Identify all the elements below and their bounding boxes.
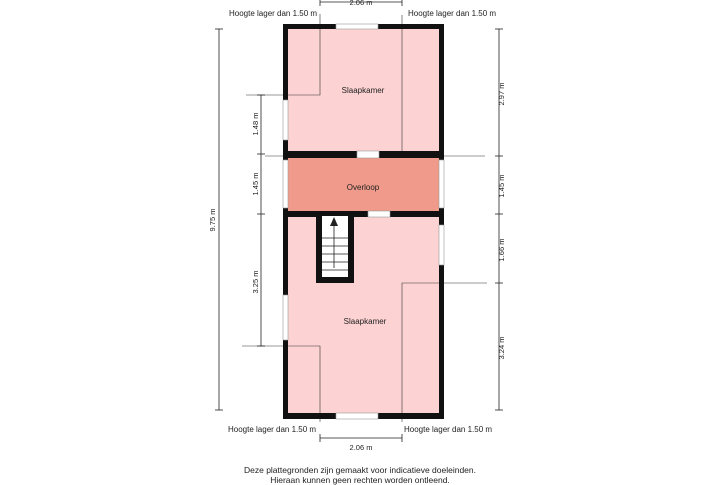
height-note-top-right: Hoogte lager dan 1.50 m bbox=[408, 9, 497, 18]
dim-left-upper: 1.48 m bbox=[251, 112, 260, 136]
dim-total-height: 9.75 m bbox=[208, 208, 217, 232]
landing-label: Overloop bbox=[346, 183, 380, 192]
dim-right-lower-b: 3.24 m bbox=[497, 336, 506, 360]
staircase bbox=[316, 213, 354, 283]
dim-right-lower-a: 1.66 m bbox=[497, 238, 506, 262]
dim-bottom-width: 2.06 m bbox=[349, 443, 373, 452]
dim-left-lower: 3.25 m bbox=[251, 270, 260, 294]
top-bedroom-label: Slaapkamer bbox=[341, 86, 385, 95]
height-note-bottom-left: Hoogte lager dan 1.50 m bbox=[228, 425, 317, 434]
bottom-bedroom-label: Slaapkamer bbox=[343, 317, 387, 326]
disclaimer-line-2: Hieraan kunnen geen rechten worden ontleend. bbox=[270, 475, 450, 485]
dim-right-middle: 1.45 m bbox=[497, 174, 506, 198]
dim-left-middle: 1.45 m bbox=[251, 172, 260, 196]
height-note-bottom-right: Hoogte lager dan 1.50 m bbox=[404, 425, 493, 434]
bottom-bedroom-fill bbox=[287, 216, 440, 413]
dim-top-width: 2.06 m bbox=[349, 0, 373, 7]
dim-right-upper: 2.97 m bbox=[497, 82, 506, 106]
height-note-top-left: Hoogte lager dan 1.50 m bbox=[229, 9, 318, 18]
disclaimer-line-1: Deze plattegronden zijn gemaakt voor indicatieve doeleinden. bbox=[243, 465, 476, 475]
